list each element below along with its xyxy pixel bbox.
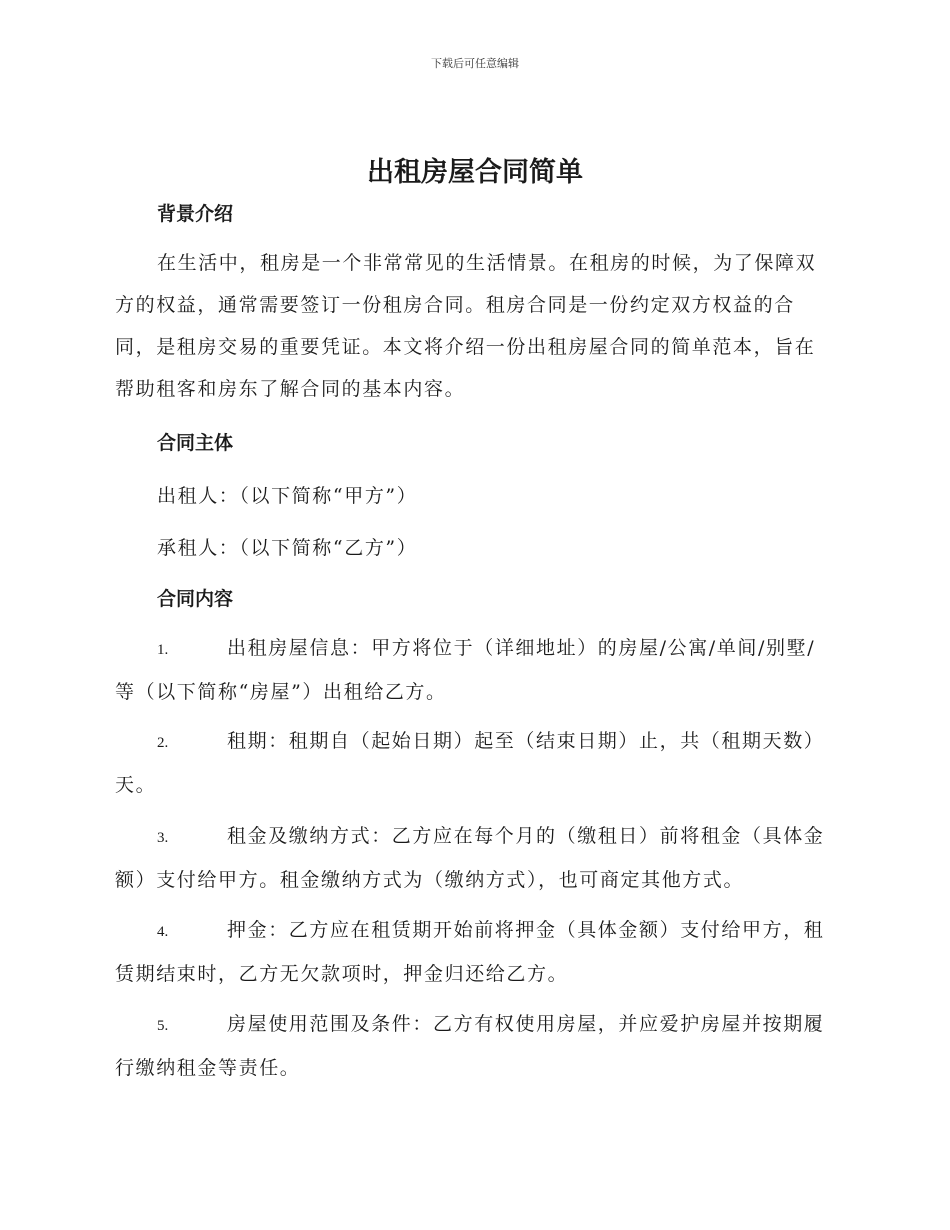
section-heading-background: 背景介绍 — [157, 203, 234, 225]
list-item-number: 5. — [157, 1018, 169, 1034]
background-paragraph-text: 在生活中，租房是一个非常常见的生活情景。在租房的时候，为了保障双方的权益，通常需要签订一份租房合同。租房合同是一份约定双方权益的合同，是租房交易的重要凭证。本文将介绍一份出租房屋合同的简单范本，旨在帮助租客和房东了解合同的基本内容。 — [115, 252, 817, 400]
list-item — [115, 720, 835, 806]
list-item-text: 押金：乙方应在租赁期开始前将押金（具体金额）支付给甲方，租赁期结束时，乙方无欠款项时，押金归还给乙方。 — [115, 919, 825, 985]
background-paragraph — [115, 242, 835, 410]
list-item-number: 2. — [157, 735, 169, 751]
section-heading-parties: 合同主体 — [157, 432, 234, 454]
list-item — [115, 909, 835, 995]
list-item-number: 3. — [157, 830, 169, 846]
list-item-text: 租期：租期自（起始日期）起至（结束日期）止，共（租期天数）天。 — [115, 730, 825, 796]
list-item-text: 出租房屋信息：甲方将位于（详细地址）的房屋/公寓/单间/别墅/等（以下简称“房屋”）出租给乙方。 — [115, 637, 816, 703]
list-item — [115, 815, 835, 901]
section-heading-content: 合同内容 — [157, 588, 234, 610]
list-item-text: 租金及缴纳方式：乙方应在每个月的（缴租日）前将租金（具体金额）支付给甲方。租金缴纳方式为（缴纳方式），也可商定其他方式。 — [115, 825, 825, 891]
document-title: 出租房屋合同简单 — [367, 157, 583, 188]
lessor-line: 出租人：（以下简称“甲方”） — [157, 485, 418, 507]
lessee-line: 承租人：（以下简称“乙方”） — [157, 537, 418, 559]
header-note: 下载后可任意编辑 — [431, 57, 519, 70]
list-item — [115, 627, 835, 713]
list-item-number: 1. — [157, 642, 169, 658]
list-item-number: 4. — [157, 924, 169, 940]
list-item — [115, 1003, 835, 1089]
list-item-text: 房屋使用范围及条件：乙方有权使用房屋，并应爱护房屋并按期履行缴纳租金等责任。 — [115, 1013, 825, 1079]
